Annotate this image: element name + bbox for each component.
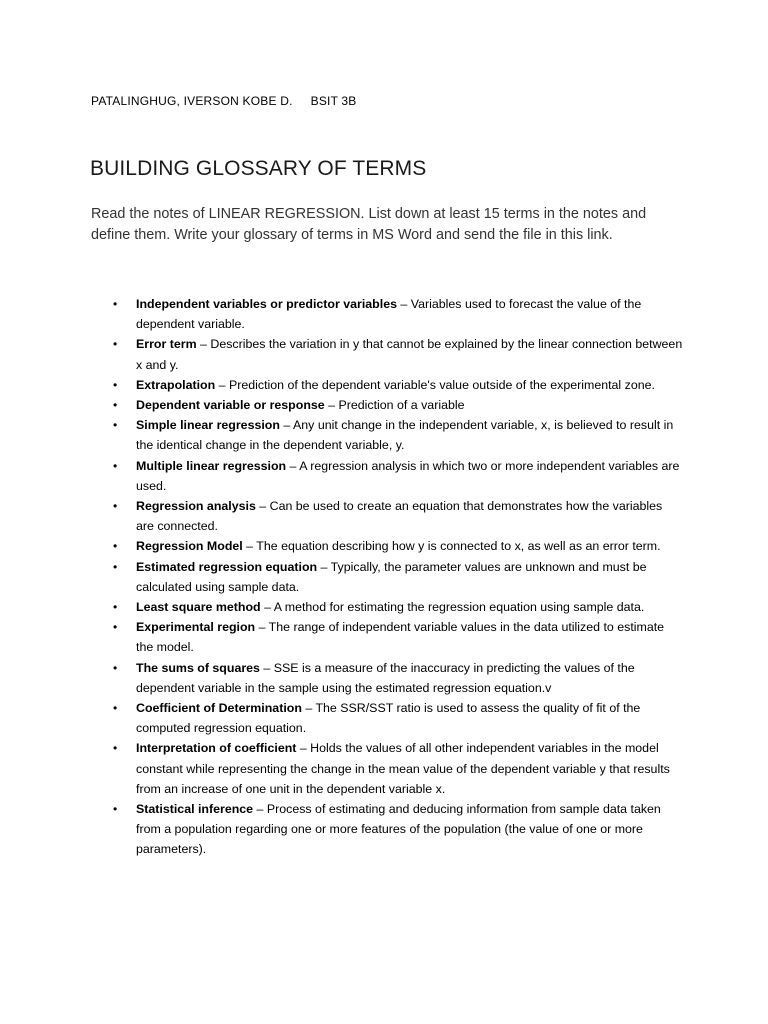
glossary-item	[113, 738, 683, 799]
glossary-item	[113, 395, 683, 415]
glossary-definition: – Prediction of the dependent variable's value outside of the experimental zone.	[215, 377, 655, 392]
glossary-term: Interpretation of coefficient	[136, 741, 297, 756]
glossary-term: Coefficient of Determination	[136, 701, 302, 716]
glossary-term: The sums of squares	[136, 660, 260, 675]
glossary-definition: – Holds the values of all other independent variables in the model constant while representing the change in the mean value of the dependent variable y that results from an increase of one unit in the dependent variable x.	[136, 741, 670, 796]
bullet-icon: •	[113, 701, 118, 716]
bullet-icon: •	[113, 458, 118, 473]
bullet-icon: •	[113, 539, 118, 554]
glossary-definition: – Any unit change in the independent variable, x, is believed to result in the identical change in the dependent variable, y.	[136, 418, 674, 453]
glossary-term: Statistical inference	[136, 802, 254, 817]
glossary-term: Simple linear regression	[136, 418, 280, 433]
glossary-item	[113, 597, 683, 617]
glossary-definition: – Describes the variation in y that cannot be explained by the linear connection between x and y.	[136, 337, 683, 372]
glossary-definition: – A regression analysis in which two or more independent variables are used.	[136, 458, 680, 493]
glossary-definition: – The SSR/SST ratio is used to assess the quality of fit of the computed regression equation.	[136, 701, 641, 736]
glossary-item	[113, 698, 683, 738]
glossary-definition: – SSE is a measure of the inaccuracy in predicting the values of the dependent variable in the sample using the estimated regression equation.v	[136, 660, 635, 695]
author-line	[91, 94, 357, 108]
glossary-item	[113, 799, 683, 860]
glossary-definition: – Process of estimating and deducing information from sample data taken from a population regarding one or more features of the population (the value of one or more parameters).	[136, 802, 661, 857]
glossary-term: Dependent variable or response	[136, 398, 325, 413]
bullet-icon: •	[113, 741, 118, 756]
bullet-icon: •	[113, 297, 118, 311]
glossary-definition: – Typically, the parameter values are unknown and must be calculated using sample data.	[136, 559, 647, 594]
glossary-item	[113, 334, 683, 374]
bullet-icon: •	[113, 377, 118, 392]
glossary-term: Least square method	[136, 600, 261, 615]
glossary-term: Error term	[136, 337, 197, 352]
bullet-icon: •	[113, 337, 118, 352]
bullet-icon: •	[113, 559, 118, 574]
bullet-icon: •	[113, 398, 118, 413]
glossary-term: Regression Model	[136, 539, 243, 554]
glossary-definition: – Variables used to forecast the value of the dependent variable.	[136, 297, 642, 332]
glossary-list	[113, 294, 683, 860]
glossary-term: Multiple linear regression	[136, 458, 287, 473]
bullet-icon: •	[113, 499, 118, 514]
author-name: PATALINGHUG, IVERSON KOBE D.	[91, 94, 293, 108]
glossary-item	[113, 536, 683, 556]
glossary-definition: – The range of independent variable values in the data utilized to estimate the model.	[136, 620, 665, 655]
instructions-paragraph: Read the notes of LINEAR REGRESSION. List down at least 15 terms in the notes and define them. Write your glossary of terms in MS Word and send the file in this link.	[91, 206, 647, 243]
glossary-definition: – The equation describing how y is connected to x, as well as an error term.	[242, 539, 661, 554]
glossary-item	[113, 456, 683, 496]
glossary-definition: – Can be used to create an equation that demonstrates how the variables are connected.	[136, 499, 663, 534]
glossary-item	[113, 617, 683, 657]
glossary-term: Extrapolation	[136, 377, 216, 392]
glossary-term: Estimated regression equation	[136, 559, 318, 574]
bullet-icon: •	[113, 600, 118, 615]
bullet-icon: •	[113, 418, 118, 433]
document-title: BUILDING GLOSSARY OF TERMS	[90, 157, 427, 180]
class-section: BSIT 3B	[310, 94, 357, 108]
glossary-item	[113, 496, 683, 536]
glossary-item	[113, 557, 683, 597]
glossary-term: Regression analysis	[136, 499, 256, 514]
glossary-term: Independent variables or predictor variables	[136, 297, 397, 311]
glossary-definition: – Prediction of a variable	[324, 398, 465, 413]
glossary-item	[113, 294, 683, 334]
glossary-item	[113, 658, 683, 698]
glossary-item	[113, 375, 683, 395]
bullet-icon: •	[113, 802, 118, 817]
bullet-icon: •	[113, 660, 118, 675]
glossary-term: Experimental region	[136, 620, 256, 635]
glossary-definition: – A method for estimating the regression equation using sample data.	[260, 600, 645, 615]
bullet-icon: •	[113, 620, 118, 635]
glossary-item	[113, 415, 683, 455]
